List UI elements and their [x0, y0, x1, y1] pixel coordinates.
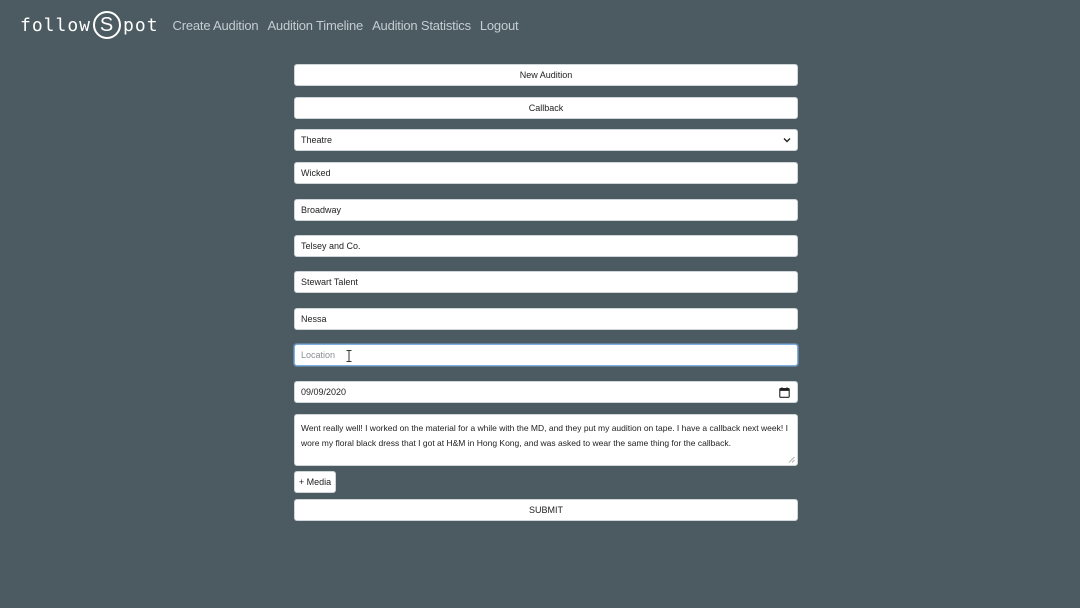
date-input[interactable] [294, 381, 798, 403]
logo-text-right: pot [123, 14, 159, 36]
location-input[interactable] [294, 344, 798, 366]
notes-text: Went really well! I worked on the material for a while with the MD, and they put my audition on tape. I have a callback next week! I wore my floral black dress that I got at H&M in Hong Kong, and was asked to wear the same thing for the callback. [301, 423, 788, 448]
agency-value: Stewart Talent [301, 277, 358, 287]
add-media-button[interactable]: + Media [294, 471, 336, 493]
medium-field[interactable] [294, 199, 798, 221]
location-placeholder: Location [301, 350, 336, 360]
nav-create-audition[interactable]: Create Audition [172, 17, 259, 33]
chevron-down-icon [782, 135, 792, 145]
casting-value: Telsey and Co. [301, 241, 361, 251]
notes-textarea[interactable] [294, 414, 798, 466]
medium-value: Broadway [301, 205, 342, 215]
new-audition-button[interactable]: New Audition [294, 64, 798, 86]
followspot-logo[interactable] [20, 11, 159, 39]
resize-grip-icon[interactable] [788, 456, 795, 463]
role-field[interactable] [294, 308, 798, 330]
text-cursor-icon [346, 350, 352, 362]
top-nav [20, 8, 527, 42]
project-field[interactable] [294, 162, 798, 184]
submit-button[interactable]: SUBMIT [294, 499, 798, 521]
nav-audition-timeline[interactable]: Audition Timeline [267, 17, 364, 33]
callback-button[interactable]: Callback [294, 97, 798, 119]
calendar-icon[interactable] [779, 387, 790, 398]
logo-text-left: follow [20, 14, 92, 36]
nav-logout[interactable]: Logout [479, 17, 519, 33]
category-select-value: Theatre [301, 135, 333, 145]
logo-mark: S [93, 11, 121, 39]
project-value: Wicked [301, 168, 331, 178]
casting-field[interactable] [294, 235, 798, 257]
nav-audition-statistics[interactable]: Audition Statistics [372, 17, 471, 33]
agency-field[interactable] [294, 271, 798, 293]
date-value: 09/09/2020 [301, 387, 347, 397]
role-value: Nessa [301, 314, 327, 324]
category-select[interactable] [294, 129, 798, 151]
